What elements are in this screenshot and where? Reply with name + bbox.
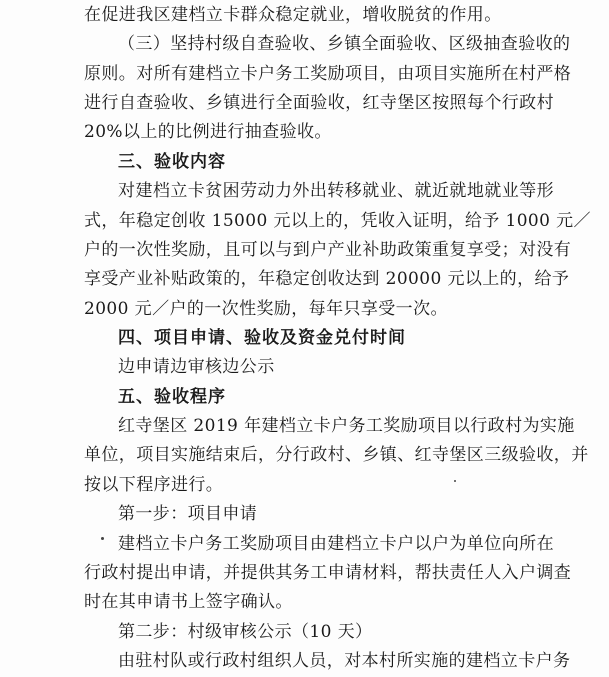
paragraph-line: 式，年稳定创收 15000 元以上的，凭收入证明，给予 1000 元／ xyxy=(84,210,591,231)
paragraph-line: 享受产业补贴政策的，年稳定创收达到 20000 元以上的，给予 xyxy=(84,269,570,290)
paragraph-line: 原则。对所有建档立卡户务工奖励项目，由项目实施所在村严格 xyxy=(84,63,572,84)
section-heading-4: 四、项目申请、验收及资金兑付时间 xyxy=(118,328,406,348)
paragraph-line: 在促进我区建档立卡群众稳定就业，增收脱贫的作用。 xyxy=(84,5,502,25)
step-heading-1: 第一步：项目申请 xyxy=(118,504,258,525)
scan-speck xyxy=(101,537,104,540)
paragraph-line: 建档立卡户务工奖励项目由建档立卡户以户为单位向所在 xyxy=(118,533,554,554)
paragraph-line: 20%以上的比例进行抽查验收。 xyxy=(84,122,332,143)
paragraph-line: （三）坚持村级自查验收、乡镇全面验收、区级抽查验收的 xyxy=(118,34,571,55)
paragraph-line: 红寺堡区 2019 年建档立卡户务工奖励项目以行政村为实施 xyxy=(118,416,575,437)
section-heading-3: 三、验收内容 xyxy=(118,151,226,172)
paragraph-line: 由驻村队或行政村组织人员，对本村所实施的建档立卡户务 xyxy=(118,651,571,671)
paragraph-line: 边申请边审核边公示 xyxy=(118,357,275,378)
section-heading-5: 五、验收程序 xyxy=(118,386,226,407)
paragraph-line: 按以下程序进行。 xyxy=(84,474,224,495)
paragraph-line: 对建档立卡贫困劳动力外出转移就业、就近就地就业等形 xyxy=(118,181,554,202)
paragraph-line: 时在其申请书上签字确认。 xyxy=(84,592,293,613)
paragraph-line: 2000 元／户的一次性奖励，每年只享受一次。 xyxy=(84,298,448,319)
paragraph-line: 户的一次性奖励，且可以与到户产业补助政策重复享受；对没有 xyxy=(84,239,572,260)
paragraph-line: 单位，项目实施结束后，分行政村、乡镇、红寺堡区三级验收，并 xyxy=(84,445,589,466)
step-heading-2: 第二步：村级审核公示（10 天） xyxy=(118,621,373,642)
scan-speck xyxy=(454,480,456,482)
paragraph-line: 进行自查验收、乡镇进行全面验收，红寺堡区按照每个行政村 xyxy=(84,93,554,114)
paragraph-line: 行政村提出申请，并提供其务工申请材料，帮扶责任人入户调查 xyxy=(84,562,572,583)
